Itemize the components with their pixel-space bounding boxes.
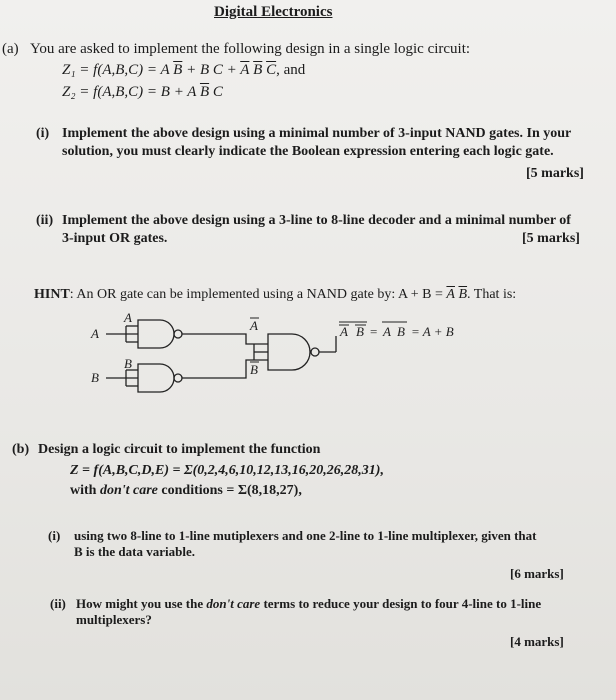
part-b-label: (b) [12, 442, 30, 457]
part-b-intro: Design a logic circuit to implement the function [38, 442, 321, 457]
part-b-ii-marks: [4 marks] [510, 634, 564, 649]
part-b-i-label: (i) [48, 528, 61, 543]
hint-text: HINT: An OR gate can be implemented using a NAND gate by: $A + B = \overline{A}$ $\overline{B}$. That is: [34, 287, 517, 302]
nand-gate-top [138, 320, 174, 348]
nand-gate-output [268, 334, 310, 370]
part-b-i-line2: B is the data variable. [74, 544, 195, 559]
part-a-ii-marks: [5 marks] [522, 231, 580, 246]
equation-z2: Z₂ = f(A,B,C) = B + A $\overline{B}$ C [62, 84, 223, 100]
part-a-i-marks: [5 marks] [526, 166, 584, 181]
part-b-ii-line2: multiplexers? [76, 612, 152, 627]
part-a-i-line1: Implement the above design using a minimal number of 3-input NAND gates. In your [62, 126, 572, 141]
part-b-ii-label: (ii) [50, 596, 66, 611]
diagram-label-a-bar: A [250, 318, 258, 333]
part-a-i-line2: solution, you must clearly indicate the Boolean expression entering each logic gate. [62, 144, 554, 159]
part-a-intro: You are asked to implement the following design in a single logic circuit: [30, 41, 471, 57]
part-b-ii-line1: How might you use the don't care terms to reduce your design to four 4-line to 1-line [76, 596, 542, 611]
inverter-bubble-bottom [174, 374, 182, 382]
part-b-i-line1: using two 8-line to 1-line mutiplexers and one 2-line to 1-line multiplexer, given that [74, 528, 537, 543]
diagram-input-a: A [91, 326, 99, 341]
part-a-ii-label: (ii) [36, 213, 54, 228]
diagram-eq-result: = A + B [411, 324, 454, 339]
diagram-label-b-bar: B [250, 362, 258, 377]
part-a-i-label: (i) [36, 126, 50, 141]
diagram-eq1-a: A [340, 324, 348, 339]
diagram-eq-sign: = [370, 324, 378, 339]
part-b-i-marks: [6 marks] [510, 566, 564, 581]
part-b-function: Z = f(A,B,C,D,E) = Σ(0,2,4,6,10,12,13,16,20,26,28,31), [70, 463, 384, 478]
diagram-eq2-b: B [397, 324, 405, 339]
diagram-input-b: B [91, 370, 99, 385]
nand-gate-bottom [138, 364, 174, 392]
diagram-label-b: B [124, 356, 132, 371]
diagram-eq1-b: B [356, 324, 364, 339]
part-a-ii-line1: Implement the above design using a 3-line to 8-line decoder and a minimal number of [62, 213, 571, 228]
nand-or-diagram [86, 306, 486, 396]
equation-z1: Z₁ = f(A,B,C) = A $\overline{B} + B$ $C + \overline{A}$ $\overline{B}$ $\overline{C}$, and [62, 62, 306, 78]
inverter-bubble-output [311, 348, 319, 356]
diagram-eq2-a: A [383, 324, 391, 339]
part-a-label: (a) [2, 41, 19, 57]
diagram-label-a: A [124, 310, 132, 325]
page-title: Digital Electronics [214, 4, 333, 20]
part-b-dont-care: with don't care conditions = Σ(8,18,27), [70, 483, 302, 498]
part-a-ii-line2: 3-input OR gates. [62, 231, 168, 246]
inverter-bubble-top [174, 330, 182, 338]
